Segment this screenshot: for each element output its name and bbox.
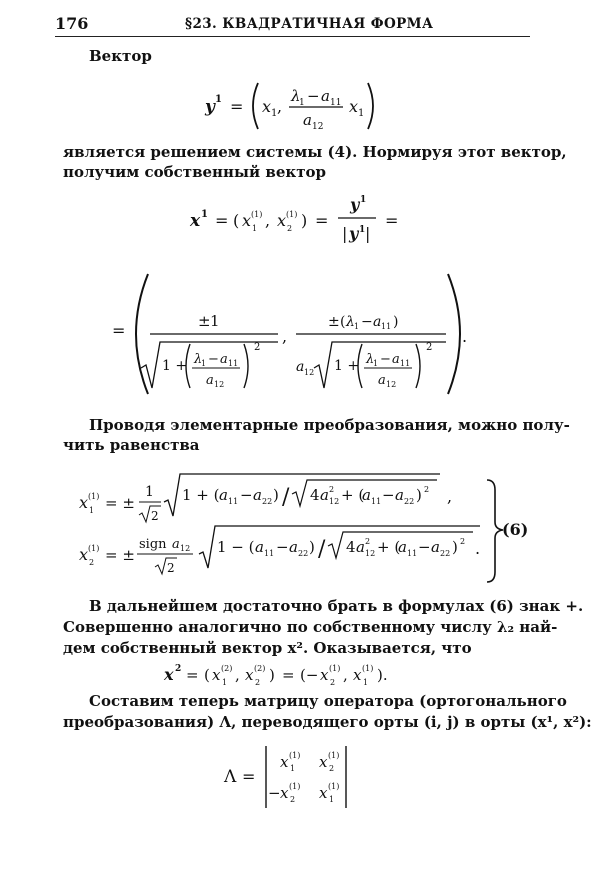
svg-text:): )	[416, 486, 422, 504]
svg-text:(1): (1)	[251, 210, 263, 219]
svg-text:λ: λ	[366, 352, 375, 367]
svg-text:4: 4	[310, 486, 320, 504]
svg-text:11: 11	[228, 359, 239, 368]
svg-text:a: a	[296, 359, 305, 375]
svg-text:): )	[309, 538, 315, 556]
svg-text:11: 11	[264, 549, 275, 558]
paragraph-sign-line3: дем собственный вектор x². Оказывается, что	[63, 639, 472, 657]
svg-text:(2): (2)	[254, 664, 266, 673]
formula-y1	[200, 75, 400, 135]
formula-system-6	[75, 470, 535, 588]
svg-text:22: 22	[262, 497, 273, 506]
svg-text:1: 1	[363, 678, 369, 687]
svg-text:22: 22	[404, 497, 415, 506]
svg-text:11: 11	[228, 497, 239, 506]
paragraph-transform-line1: Проводя элементарные преобразования, можно полу-	[89, 416, 570, 434]
svg-text:,: ,	[277, 97, 283, 116]
svg-text:=: =	[186, 666, 199, 684]
svg-text:x: x	[262, 97, 272, 116]
svg-text:,: ,	[282, 327, 288, 346]
svg-text:1: 1	[89, 506, 95, 515]
formula-x1-normalized	[185, 190, 405, 252]
svg-text:|: |	[342, 224, 348, 243]
paragraph-sign-line2: Совершенно аналогично по собственному числу λ₂ най-	[63, 618, 558, 636]
svg-text:x: x	[277, 211, 287, 230]
svg-text:,: ,	[343, 666, 348, 684]
svg-text:= ±: = ±	[105, 494, 135, 512]
svg-text:(1): (1)	[88, 544, 100, 553]
svg-text:11: 11	[330, 98, 342, 108]
svg-text:12: 12	[180, 544, 191, 553]
svg-text:1: 1	[210, 312, 220, 330]
paragraph-transform-line2: чить равенства	[63, 436, 200, 454]
svg-text:(: (	[340, 314, 346, 330]
svg-text:a: a	[253, 486, 262, 504]
svg-text:a: a	[321, 87, 330, 105]
svg-text:1: 1	[299, 98, 305, 108]
svg-text:|: |	[365, 224, 371, 243]
svg-text:x: x	[319, 753, 328, 771]
svg-text:(1): (1)	[88, 492, 100, 501]
svg-text:−: −	[208, 352, 219, 367]
svg-text:1: 1	[201, 359, 207, 368]
svg-text:x: x	[320, 666, 329, 684]
svg-text:2: 2	[426, 342, 433, 353]
svg-text:.: .	[462, 327, 468, 346]
svg-text:(: (	[204, 666, 210, 684]
svg-text:=: =	[230, 97, 244, 116]
svg-text:=: =	[315, 211, 329, 230]
svg-text:11: 11	[381, 322, 392, 331]
svg-text:2: 2	[329, 764, 335, 773]
svg-text:y: y	[350, 195, 360, 214]
svg-text:1: 1	[360, 195, 367, 205]
svg-text:,: ,	[265, 211, 271, 230]
svg-text:1: 1	[359, 225, 366, 235]
svg-text:1 +: 1 +	[334, 358, 360, 374]
svg-text:(: (	[233, 211, 240, 230]
paragraph-matrix-line2: преобразования) Λ, переводящего орты (i, j) в орты (x¹, x²):	[63, 713, 592, 731]
svg-text:x: x	[319, 784, 328, 802]
svg-text:= ±: = ±	[105, 546, 135, 564]
svg-text:22: 22	[298, 549, 309, 558]
svg-text:): )	[452, 538, 458, 556]
svg-text:−: −	[361, 314, 373, 330]
running-header	[55, 10, 530, 37]
svg-text:1: 1	[290, 764, 296, 773]
formula-matrix-lambda	[220, 742, 370, 812]
svg-text:(1): (1)	[289, 782, 301, 791]
svg-text:=: =	[112, 321, 126, 340]
svg-text:a: a	[378, 373, 386, 388]
svg-text:x: x	[164, 665, 174, 684]
svg-text:−: −	[276, 538, 289, 556]
svg-text:): )	[393, 314, 399, 330]
svg-text:/: /	[318, 537, 326, 562]
svg-text:12: 12	[304, 368, 315, 377]
svg-text:2: 2	[460, 537, 466, 546]
svg-text:a: a	[172, 537, 180, 552]
svg-text:2: 2	[329, 485, 335, 494]
paragraph-sign-line1: В дальнейшем достаточно брать в формулах (6) знак +.	[89, 597, 584, 615]
svg-text:(1): (1)	[286, 210, 298, 219]
svg-text:12: 12	[214, 380, 225, 389]
equation-label-6: (6)	[502, 520, 529, 539]
svg-text:/: /	[282, 485, 290, 510]
svg-text:1: 1	[329, 795, 335, 804]
formula-x2	[160, 658, 430, 692]
svg-text:a: a	[255, 538, 264, 556]
paragraph-solution-line2: получим собственный вектор	[63, 163, 326, 181]
svg-text:y: y	[205, 97, 215, 117]
svg-text:a: a	[219, 486, 228, 504]
paragraph-matrix-line1: Составим теперь матрицу оператора (ортогонального	[89, 692, 567, 710]
paragraph-solution-line1: является решением системы (4). Нормируя этот вектор,	[63, 143, 567, 161]
svg-text:+ (: + (	[377, 538, 401, 556]
svg-text:12: 12	[312, 122, 324, 132]
svg-text:(1): (1)	[329, 664, 341, 673]
svg-text:.: .	[475, 539, 481, 558]
svg-text:): )	[269, 666, 275, 684]
svg-text:=: =	[242, 767, 256, 786]
svg-text:x: x	[353, 666, 362, 684]
svg-text:(2): (2)	[221, 664, 233, 673]
svg-text:(1): (1)	[362, 664, 374, 673]
svg-text:2: 2	[151, 509, 159, 523]
svg-text:1: 1	[222, 678, 228, 687]
svg-text:=: =	[282, 666, 295, 684]
svg-text:1 + (: 1 + (	[182, 486, 220, 504]
svg-text:11: 11	[400, 359, 411, 368]
svg-text:22: 22	[440, 549, 451, 558]
svg-text:=: =	[385, 211, 399, 230]
svg-text:1: 1	[373, 359, 379, 368]
svg-text:2: 2	[255, 678, 261, 687]
svg-text:a: a	[373, 314, 382, 330]
svg-text:2: 2	[424, 485, 430, 494]
svg-text:2: 2	[167, 561, 175, 575]
svg-text:2: 2	[287, 224, 293, 233]
svg-text:−: −	[307, 87, 320, 105]
svg-text:±: ±	[328, 314, 340, 330]
svg-text:): )	[273, 486, 279, 504]
svg-text:(1): (1)	[328, 751, 340, 760]
svg-text:−: −	[380, 352, 391, 367]
svg-text:(1): (1)	[289, 751, 301, 760]
svg-text:12: 12	[386, 380, 397, 389]
svg-text:): )	[301, 211, 308, 230]
svg-text:2: 2	[290, 795, 296, 804]
svg-text:a: a	[220, 352, 228, 367]
svg-text:2: 2	[365, 537, 371, 546]
svg-text:λ: λ	[194, 352, 203, 367]
svg-text:2: 2	[330, 678, 336, 687]
svg-text:Λ: Λ	[224, 767, 237, 787]
svg-text:x: x	[280, 753, 289, 771]
svg-text:x: x	[349, 97, 359, 116]
svg-text:2: 2	[89, 558, 95, 567]
svg-text:,: ,	[447, 487, 453, 506]
svg-text:11: 11	[407, 549, 418, 558]
svg-text:x: x	[190, 211, 201, 231]
svg-text:a: a	[392, 352, 400, 367]
svg-text:x: x	[245, 666, 254, 684]
svg-text:+ (: + (	[341, 486, 365, 504]
svg-text:12: 12	[329, 497, 340, 506]
paragraph-vector: Вектор	[89, 47, 152, 65]
svg-text:±: ±	[198, 312, 211, 330]
svg-text:12: 12	[365, 549, 376, 558]
svg-text:a: a	[320, 486, 329, 504]
svg-text:a: a	[362, 486, 371, 504]
svg-text:x: x	[212, 666, 221, 684]
svg-text:a: a	[395, 486, 404, 504]
svg-text:a: a	[356, 538, 365, 556]
svg-text:a: a	[398, 538, 407, 556]
svg-text:11: 11	[371, 497, 382, 506]
svg-text:(1): (1)	[328, 782, 340, 791]
svg-text:1: 1	[252, 224, 258, 233]
svg-text:1: 1	[145, 484, 154, 500]
formula-x1-expanded	[110, 270, 480, 400]
svg-text:a: a	[289, 538, 298, 556]
svg-text:).: ).	[377, 666, 388, 684]
svg-text:−: −	[240, 486, 253, 504]
svg-text:4: 4	[346, 538, 356, 556]
svg-text:1: 1	[358, 108, 365, 119]
svg-text:−: −	[268, 784, 281, 802]
svg-text:x: x	[79, 545, 89, 564]
section-title: §23. КВАДРАТИЧНАЯ ФОРМА	[185, 16, 434, 32]
svg-text:x: x	[242, 211, 252, 230]
svg-text:,: ,	[235, 666, 240, 684]
svg-text:1 +: 1 +	[162, 358, 188, 374]
svg-text:1 − (: 1 − (	[217, 538, 255, 556]
svg-text:y: y	[349, 224, 359, 243]
svg-text:2: 2	[175, 664, 182, 674]
page-number: 176	[55, 14, 89, 33]
svg-text:1: 1	[215, 94, 222, 105]
svg-text:1: 1	[201, 209, 208, 220]
svg-text:=: =	[215, 211, 229, 230]
svg-text:a: a	[206, 373, 214, 388]
svg-text:x: x	[280, 784, 289, 802]
svg-text:2: 2	[254, 342, 261, 353]
svg-text:−: −	[418, 538, 431, 556]
svg-text:−: −	[382, 486, 395, 504]
svg-text:1: 1	[354, 322, 360, 331]
svg-text:λ: λ	[346, 314, 355, 330]
svg-text:x: x	[79, 493, 89, 512]
svg-text:a: a	[431, 538, 440, 556]
svg-text:λ: λ	[291, 87, 301, 105]
svg-text:(−: (−	[300, 666, 319, 684]
svg-text:1: 1	[271, 108, 278, 119]
svg-text:a: a	[303, 111, 312, 129]
svg-text:sign: sign	[139, 537, 167, 552]
